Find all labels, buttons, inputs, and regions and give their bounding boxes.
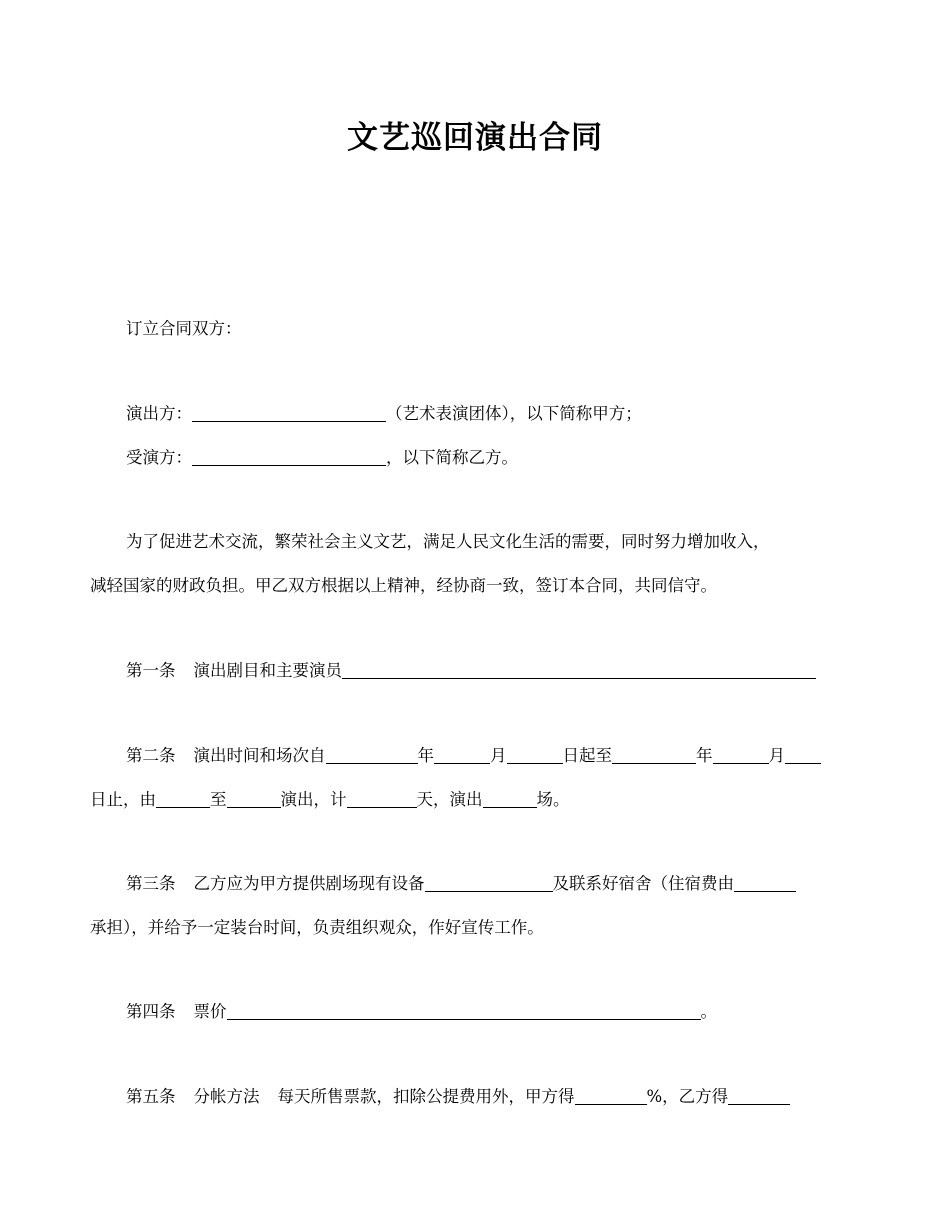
article-2-line-1: 第二条 演出时间和场次自 年 月 日起至 年 月 [90, 745, 901, 767]
performer-blank [192, 405, 386, 422]
to-place-blank [227, 791, 281, 808]
shows-blank [483, 791, 537, 808]
days-blank [347, 791, 417, 808]
article-5: 第五条 分帐方法 每天所售票款，扣除公提费用外，甲方得 %，乙方得 [90, 1086, 901, 1108]
party-a-share-blank [575, 1088, 647, 1105]
article-1 [90, 660, 901, 682]
end-year-blank [612, 747, 696, 764]
start-year-blank [326, 747, 418, 764]
preamble-line-2: 减轻国家的财政负担。甲乙双方根据以上精神，经协商一致，签订本合同，共同信守。 [90, 576, 717, 595]
article-4-num: 第四条 [126, 1002, 176, 1021]
article-2-line-2: 日止，由 至 演出，计 天，演出 场。 [90, 790, 570, 809]
performer-line [90, 403, 901, 425]
party-b-share-blank [728, 1088, 790, 1105]
article-4: 第四条 票价 。 [126, 1002, 717, 1021]
article-5-title: 分帐方法 [193, 1087, 260, 1106]
host-blank [192, 449, 386, 466]
performer-suffix: （艺术表演团体），以下简称甲方； [386, 404, 642, 423]
equipment-blank [425, 875, 553, 892]
preamble-line-1: 为了促进艺术交流，繁荣社会主义文艺，满足人民文化生活的需要，同时努力增加收入， [126, 532, 770, 551]
start-month-blank [434, 747, 490, 764]
article-2-num: 第二条 [126, 746, 176, 765]
from-place-blank [156, 791, 210, 808]
lodging-payer-blank [734, 875, 796, 892]
article-1-blank [342, 662, 816, 679]
article-3-line-1: 第三条 乙方应为甲方提供剧场现有设备 及联系好宿舍（住宿费由 [90, 873, 901, 895]
end-month-blank [713, 747, 769, 764]
article-1-num: 第一条 [126, 661, 176, 680]
document-title: 文艺巡回演出合同 [347, 120, 603, 156]
article-1-text: 演出剧目和主要演员 [193, 661, 342, 680]
article-5-num: 第五条 [126, 1087, 176, 1106]
host-label: 受演方： [126, 448, 192, 467]
article-3-num: 第三条 [126, 874, 176, 893]
start-day-blank [507, 747, 563, 764]
end-day-blank [785, 747, 821, 764]
parties-intro: 订立合同双方： [126, 319, 242, 338]
host-suffix: ，以下简称乙方。 [386, 448, 518, 467]
article-3-line-2: 承担），并给予一定装台时间，负责组织观众，作好宣传工作。 [90, 918, 544, 937]
host-line [90, 447, 901, 469]
performer-label: 演出方： [126, 404, 192, 423]
ticket-price-blank [227, 1003, 701, 1020]
